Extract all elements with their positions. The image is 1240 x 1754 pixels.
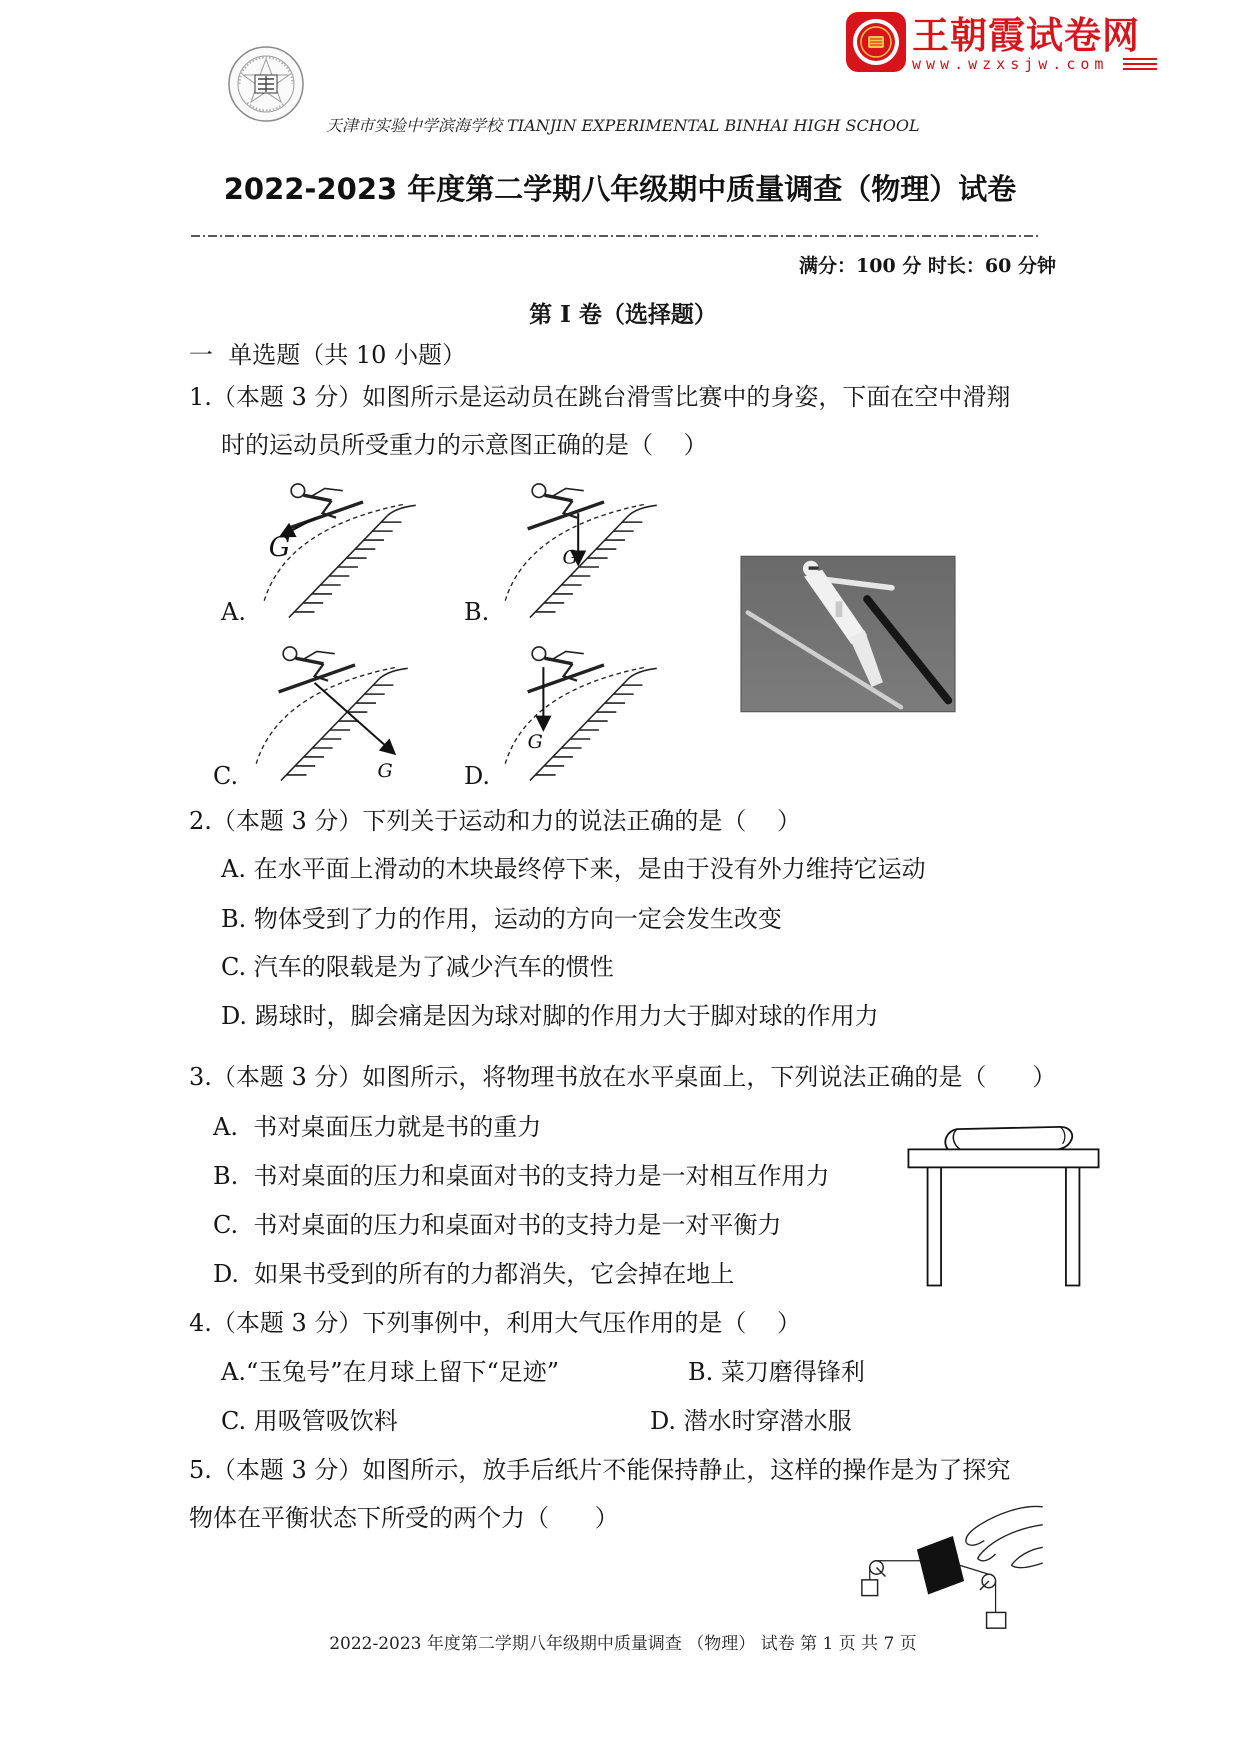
hand (966, 1506, 1043, 1567)
ski-diagram-b (494, 477, 659, 620)
card-pulley-figure (854, 1500, 1045, 1635)
question-4-option-a: A.“玉兔号”在月球上留下“足迹” (221, 1358, 560, 1386)
question-2-option-b: B. 物体受到了力的作用，运动的方向一定会发生改变 (221, 905, 782, 933)
skier-skis (528, 502, 604, 529)
question-3-option-c: C. 书对桌面的压力和桌面对书的支持力是一对平衡力 (213, 1211, 782, 1239)
skier-arm (552, 651, 583, 659)
question-2-option-c: C. 汽车的限载是为了减少汽车的惯性 (221, 953, 614, 981)
table-leg-right (1066, 1167, 1080, 1285)
force-label-g: G (377, 760, 393, 783)
skier-arm (552, 488, 583, 496)
skier-body (304, 495, 332, 501)
brand-url: www.wzxsjw.com (912, 55, 1109, 73)
question-2-stem: 2.（本题 3 分）下列关于运动和力的说法正确的是（ ） (189, 807, 801, 835)
question-1-option-a-label: A. (221, 598, 246, 626)
brand-logo-icon (845, 11, 907, 73)
page-footer: 2022-2023 年度第二学期八年级期中质量调查 （物理） 试卷 第 1 页 共 7 页 (329, 1634, 917, 1654)
ski-diagram-a (253, 477, 418, 620)
brand-rule (1123, 63, 1157, 65)
ski-diagram-d (494, 640, 659, 783)
ski-jumper-photo (741, 556, 955, 712)
brand-rule (1123, 68, 1157, 70)
skier-body (545, 658, 573, 664)
score-info: 满分：100 分 时长：60 分钟 (799, 255, 1056, 277)
title-separator (191, 230, 1039, 242)
book (945, 1127, 1072, 1150)
force-label-g: G (562, 546, 578, 569)
skier-head (291, 484, 304, 497)
skier-skis (287, 502, 363, 529)
weight-right (987, 1612, 1006, 1628)
skier-head (532, 484, 545, 497)
book-on-table-figure (905, 1119, 1102, 1290)
question-4-option-c: C. 用吸管吸饮料 (221, 1407, 398, 1435)
question-5-stem-line-1: 5.（本题 3 分）如图所示，放手后纸片不能保持静止，这样的操作是为了探究 (189, 1456, 1011, 1484)
question-3-option-a: A. 书对桌面压力就是书的重力 (213, 1113, 542, 1141)
skier-skis (528, 665, 604, 692)
question-1-stem-line-1: 1.（本题 3 分）如图所示是运动员在跳台滑雪比赛中的身姿，下面在空中滑翔 (189, 383, 1011, 411)
skier-head (532, 647, 545, 660)
question-4-stem: 4.（本题 3 分）下列事例中，利用大气压作用的是（ ） (189, 1309, 801, 1337)
table-leg-left (928, 1167, 942, 1285)
exam-title: 2022-2023 年度第二学期八年级期中质量调查（物理）试卷 (223, 172, 1017, 206)
question-2-option-a: A. 在水平面上滑动的木块最终停下来，是由于没有外力维持它运动 (221, 855, 926, 883)
skier-body (545, 495, 573, 501)
volume-title: 第 I 卷（选择题） (529, 301, 717, 328)
question-4-option-d: D. 潜水时穿潜水服 (650, 1407, 852, 1435)
weight-left (862, 1580, 878, 1596)
school-name: 天津市实验中学滨海学校 TIANJIN EXPERIMENTAL BINHAI HIGH SCHOOL (326, 116, 920, 135)
brand-name: 王朝霞试卷网 (912, 14, 1140, 57)
question-1-option-b-label: B. (464, 598, 490, 626)
question-2-option-d: D. 踢球时，脚会痛是因为球对脚的作用力大于脚对球的作用力 (221, 1002, 879, 1030)
question-4-option-b: B. 菜刀磨得锋利 (688, 1358, 865, 1386)
question-1-option-c-label: C. (213, 762, 239, 790)
brand-rule (1123, 58, 1157, 60)
skier-arm (303, 651, 334, 659)
string-right (960, 1565, 989, 1574)
ski-diagram-c (245, 640, 410, 783)
table-top (908, 1149, 1098, 1167)
ski-slope-scene (505, 484, 657, 618)
question-1-stem-line-2: 时的运动员所受重力的示意图正确的是（ ） (221, 431, 708, 459)
question-5-stem-line-2: 物体在平衡状态下所受的两个力（ ） (189, 1504, 619, 1532)
question-3-stem: 3.（本题 3 分）如图所示，将物理书放在水平桌面上，下列说法正确的是（ ） (189, 1063, 1057, 1091)
question-1-option-d-label: D. (464, 762, 491, 790)
force-label-g: G (268, 531, 291, 563)
skier-arm (311, 488, 342, 496)
school-emblem (227, 45, 305, 123)
question-3-option-d: D. 如果书受到的所有的力都消失，它会掉在地上 (213, 1260, 735, 1288)
section-title: 一 单选题（共 10 小题） (189, 341, 467, 369)
question-3-option-b: B. 书对桌面的压力和桌面对书的支持力是一对相互作用力 (213, 1162, 830, 1190)
skier-body (296, 658, 324, 664)
force-label-g: G (527, 730, 543, 753)
ski-slope-scene (505, 647, 657, 781)
paper-card (917, 1536, 964, 1594)
skier-head (283, 647, 296, 660)
skier-skis (279, 665, 355, 692)
